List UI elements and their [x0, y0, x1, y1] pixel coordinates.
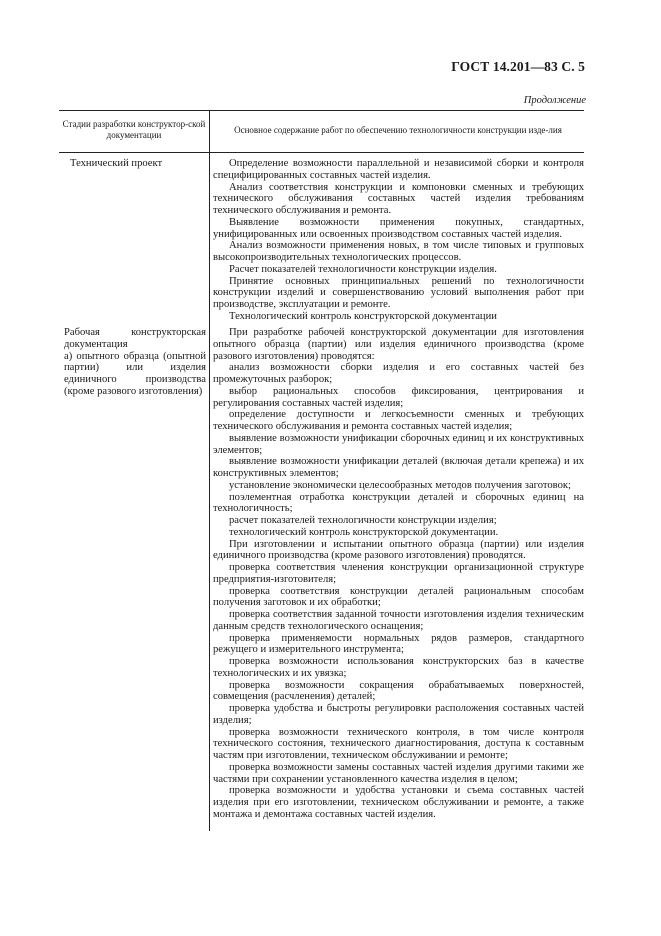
content-paragraph: Выявление возможности применения покупных, стандартных, унифицированных или освоенных производством составных частей изделия. [213, 216, 584, 240]
table-header-rule [59, 152, 584, 153]
content-paragraph: Анализ возможности применения новых, в том числе типовых и групповых высокопроизводительных технологических процессов. [213, 240, 584, 263]
content-paragraph: проверка применяемости нормальных рядов размеров, стандартного режущего и измерительного инструмента; [213, 632, 584, 656]
content-paragraph: проверка возможности использования конструкторских баз в качестве технологических и их увязка; [213, 656, 584, 679]
content-paragraph: расчет показателей технологичности конструкции изделия; [229, 515, 497, 526]
content-paragraph: При разработке рабочей конструкторской документации для изготовления опытного образца (партии) или изделия единичного производства (кроме разового изготовления) проводятся: [213, 327, 584, 362]
stage-cell-working-documentation [64, 327, 206, 398]
content-paragraph: проверка соответствия конструкции деталей рациональным способам получения заготовок и их обработки; [213, 585, 584, 609]
table-top-rule [59, 110, 584, 111]
content-paragraph: проверка возможности технического контроля, в том числе контроля технического состояния, технического диагностирования, доступа к составным частям при изготовлении, техническом обслуживании и ремонте; [213, 726, 584, 761]
content-cell-working-documentation [213, 327, 584, 821]
content-paragraph: проверка возможности и удобства установки и съема составных частей изделия при его изготовлении, техническом обслуживании и ремонте, а также монтажа и демонтажа составных частей изделия. [213, 785, 584, 820]
content-paragraph: установление экономически целесообразных методов получения заготовок; [229, 479, 571, 491]
content-paragraph: проверка соответствия заданной точности изготовления изделия техническим данным средств технологического оснащения; [213, 609, 584, 632]
content-paragraph: выбор рациональных способов фиксирования, центрирования и регулирования составных частей изделия; [213, 385, 584, 409]
stage-subitem: а) опытного образца (опытной партии) или изделия единичного производства (кроме разового изготовления) [64, 350, 206, 397]
content-paragraph: поэлементная отработка конструкции деталей и сборочных единиц на технологичность; [213, 491, 584, 515]
content-paragraph: При изготовлении и испытании опытного образца (партии) или изделия единичного производства (кроме разового изготовления) проводятся. [213, 538, 584, 562]
content-paragraph: Анализ соответствия конструкции и компоновки сменных и требующих технического обслуживания составных частей изделия требованиям технического обслуживания и ремонта. [213, 181, 584, 216]
content-paragraph: выявление возможности унификации сборочных единиц и их конструктивных элементов; [213, 432, 584, 456]
content-paragraph: проверка возможности сокращения обрабатываемых поверхностей, совмещения (расчленения) деталей; [213, 679, 584, 703]
content-paragraph: определение доступности и легкосъемности сменных и требующих технического обслуживания и ремонта составных частей изделия; [213, 409, 584, 432]
content-paragraph: технологический контроль конструкторской документации. [229, 526, 499, 538]
content-paragraph: проверка возможности замены составных частей изделия другими такими же частями при сохранении установленного качества изделия в целом; [213, 761, 584, 785]
stage-title: Рабочая конструкторская документация [64, 327, 206, 350]
content-cell-technical-project [213, 158, 584, 323]
column-header-stages: Стадии разработки конструктор-ской документации [62, 119, 206, 140]
content-paragraph: проверка соответствия членения конструкции организационной структуре предприятия-изготовителя; [213, 562, 584, 585]
content-paragraph: проверка удобства и быстроты регулировки расположения составных частей изделия; [213, 703, 584, 726]
content-paragraph: Технологический контроль конструкторской документации [229, 310, 497, 322]
content-paragraph: выявление возможности унификации деталей (включая детали крепежа) и их конструктивных элементов; [213, 456, 584, 479]
column-header-content: Основное содержание работ по обеспечению технологичности конструкции изде-лия [234, 125, 562, 135]
content-paragraph: Расчет показателей технологичности конструкции изделия. [229, 263, 497, 275]
continuation-label: Продолжение [523, 95, 586, 106]
stage-cell-technical-project: Технический проект [70, 158, 163, 169]
page-header: ГОСТ 14.201—83 С. 5 [451, 59, 585, 74]
table-column-divider [209, 110, 210, 831]
content-paragraph: Определение возможности параллельной и независимой сборки и контроля специфицированных составных частей изделия. [213, 158, 584, 181]
content-paragraph: Принятие основных принципиальных решений по технологичности конструкции изделий и совершенствованию условий выполнения работ при производстве, эксплуатации и ремонте. [213, 275, 584, 310]
content-paragraph: анализ возможности сборки изделия и его составных частей без промежуточных разборок; [213, 362, 584, 385]
